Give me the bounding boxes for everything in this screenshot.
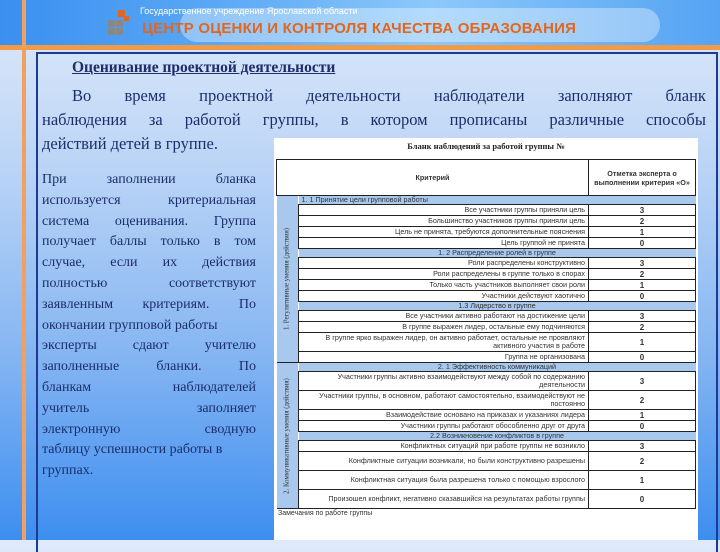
score-cell: 1: [589, 471, 696, 490]
word: электронную: [42, 421, 121, 437]
word: соответствуют: [168, 275, 256, 291]
word: том: [234, 234, 256, 250]
word: в: [213, 234, 221, 250]
criterion-cell: Только часть участников выполняет свои роли: [299, 280, 589, 291]
section-title: 1. 1 Принятие цели групповой работы: [299, 196, 696, 205]
word: заполняют: [557, 86, 633, 105]
text-line: [42, 357, 256, 378]
criterion-cell: Участники действуют хаотично: [299, 291, 589, 302]
word: их: [162, 255, 178, 271]
criterion-cell: Участники группы, в основном, работают самостоятельно, взаимодействуют не постоянно: [299, 391, 589, 410]
text-line: [42, 399, 256, 420]
criterion-cell: Роли распределены конструктивно: [299, 258, 589, 269]
table-row: [277, 291, 696, 302]
notes-label: Замечания по работе группы: [278, 510, 373, 517]
word: полностью: [42, 275, 108, 291]
word: группы,: [262, 110, 319, 129]
word: получает: [42, 234, 96, 250]
observation-form-image: [274, 138, 698, 540]
table-row: [277, 352, 696, 363]
word: заполнении: [106, 172, 176, 187]
word: бланки.: [156, 359, 202, 375]
section-row: [277, 249, 696, 258]
word: группах.: [42, 463, 94, 479]
table-row: [277, 280, 696, 291]
score-cell: 2: [589, 452, 696, 471]
criterion-cell: Конфликтная ситуация была разрешена только с помощью взрослого: [299, 471, 589, 490]
text-line: [42, 170, 256, 191]
word: наблюдателей: [172, 379, 256, 395]
section-title: 1.3 Лидерство в группе: [299, 302, 696, 311]
text-line: [42, 336, 256, 357]
table-row: [277, 452, 696, 471]
criterion-cell: В группе ярко выражен лидер, он активно работает, остальные не проявляют активного участия в работе: [299, 333, 589, 352]
word: таблицу успешности работы в: [42, 442, 223, 458]
table-row: [277, 258, 696, 269]
criterion-cell: Все участники активно работают на достижение цели: [299, 311, 589, 322]
text-line: [42, 440, 256, 461]
score-cell: 1: [589, 280, 696, 291]
word: По: [238, 296, 256, 312]
word: баллы: [109, 234, 147, 250]
section-row: [277, 363, 696, 372]
form-title: Бланк наблюдений за работой группы №: [407, 141, 565, 151]
orange-divider: [0, 45, 720, 50]
word: различные: [549, 110, 625, 129]
text-line: [42, 461, 256, 482]
text-line: [42, 232, 256, 253]
criterion-cell: Роли распределены в группе только в спорах: [299, 269, 589, 280]
score-cell: 3: [589, 441, 696, 452]
criterion-cell: Конфликтные ситуации возникали, но были конструктивно разрешены: [299, 452, 589, 471]
section-row: [277, 196, 696, 205]
word: проектной: [199, 86, 273, 105]
group-label: 2. Коммуникативные умения (действия): [283, 377, 291, 494]
word: сдают: [132, 338, 169, 354]
section-title: 2. 1 Эффективность коммуникаций: [299, 363, 696, 372]
word: эксперты: [42, 338, 97, 354]
score-cell: 0: [589, 238, 696, 249]
word: сводную: [204, 421, 256, 437]
word: время: [124, 86, 166, 105]
table-row: [277, 391, 696, 410]
word: котором: [370, 110, 428, 129]
text-line: [42, 316, 256, 337]
banner-title: ЦЕНТР ОЦЕНКИ И КОНТРОЛЯ КАЧЕСТВА ОБРАЗОВАНИЯ: [142, 20, 577, 37]
word: действия: [202, 255, 256, 271]
word: заполняет: [196, 400, 256, 416]
section-row: [277, 432, 696, 441]
criterion-cell: Участники группы работают обособленно друг от друга: [299, 421, 589, 432]
text-line: [42, 378, 256, 399]
criterion-cell: Цель не принята, требуются дополнительные пояснения: [299, 227, 589, 238]
word: деятельности: [306, 86, 401, 105]
score-cell: 3: [589, 205, 696, 216]
word: заявленным: [42, 296, 114, 312]
slide-heading: Оценивание проектной деятельности: [72, 59, 336, 76]
word: случае,: [42, 255, 86, 271]
word: способы: [646, 110, 706, 129]
score-cell: 2: [589, 391, 696, 410]
word: действий детей в группе.: [42, 134, 218, 153]
group-label-cell: [277, 196, 299, 363]
table-header-row: [277, 160, 696, 196]
word: прописаны: [449, 110, 528, 129]
score-cell: 3: [589, 258, 696, 269]
logo-icon: [98, 8, 130, 38]
criterion-cell: Большинство участников группы приняли цель: [299, 216, 589, 227]
word: критериальная: [168, 192, 256, 208]
score-cell: 0: [589, 291, 696, 302]
table-row: [277, 490, 696, 509]
score-cell: 1: [589, 227, 696, 238]
table-row: [277, 269, 696, 280]
table-row: [277, 205, 696, 216]
table-row: [277, 333, 696, 352]
word: По: [238, 359, 256, 375]
header-banner: [0, 0, 720, 45]
section-row: [277, 302, 696, 311]
word: если: [110, 255, 138, 271]
score-cell: 1: [589, 333, 696, 352]
word: бланк: [665, 86, 706, 105]
section-title: 2.2 Возникновение конфликтов в группе: [299, 432, 696, 441]
word: бланка: [215, 172, 256, 187]
word: работой: [184, 110, 241, 129]
observation-table: [276, 159, 696, 509]
table-row: [277, 227, 696, 238]
word: учителю: [204, 338, 256, 354]
word: наблюдения: [42, 110, 127, 129]
word: Во: [72, 86, 92, 105]
word: только: [160, 234, 200, 250]
word: используется: [42, 192, 121, 208]
criterion-cell: Произошел конфликт, негативно сказавшийся на результатах работы группы: [299, 490, 589, 509]
score-cell: 0: [589, 421, 696, 432]
word: за: [148, 110, 163, 129]
mark-header: Отметка эксперта о выполнении критерия «О»: [589, 160, 696, 196]
criterion-cell: Все участники группы приняли цель: [299, 205, 589, 216]
table-row: [277, 441, 696, 452]
word: При: [42, 172, 67, 187]
text-line: [42, 295, 256, 316]
table-row: [277, 238, 696, 249]
word: система: [42, 213, 90, 229]
score-cell: 2: [589, 269, 696, 280]
criterion-cell: Конфликтных ситуаций при работе группы не возникло: [299, 441, 589, 452]
table-row: [277, 372, 696, 391]
group-label-cell: [277, 363, 299, 509]
banner-subtitle: Государственное учреждение Ярославской области: [140, 6, 358, 16]
criterion-cell: Группа не организована: [299, 352, 589, 363]
score-cell: 3: [589, 372, 696, 391]
text-line: [42, 420, 256, 441]
score-cell: 0: [589, 490, 696, 509]
score-cell: 0: [589, 352, 696, 363]
score-cell: 3: [589, 311, 696, 322]
word: Группа: [213, 213, 256, 229]
section-title: 1. 2 Распределение ролей в группе: [299, 249, 696, 258]
criterion-cell: Участники группы активно взаимодействуют между собой по содержанию деятельности: [299, 372, 589, 391]
word: наблюдатели: [433, 86, 525, 105]
score-cell: 2: [589, 322, 696, 333]
intro-line: [42, 110, 706, 130]
left-paragraph: [42, 170, 256, 482]
word: заполненные: [42, 359, 120, 375]
table-row: [277, 311, 696, 322]
word: бланкам: [42, 379, 92, 395]
text-line: [42, 274, 256, 295]
text-line: [42, 191, 256, 212]
word: учитель: [42, 400, 90, 416]
table-row: [277, 421, 696, 432]
table-row: [277, 216, 696, 227]
score-cell: 2: [589, 216, 696, 227]
table-row: [277, 322, 696, 333]
criterion-cell: Цель группой не принята: [299, 238, 589, 249]
table-row: [277, 471, 696, 490]
word: окончании групповой работы: [42, 317, 218, 333]
criterion-header: Критерий: [277, 160, 589, 196]
text-line: [42, 212, 256, 233]
word: в: [340, 110, 349, 129]
orange-vertical-line: [22, 0, 26, 540]
word: оценивания.: [114, 213, 189, 229]
text-line: [42, 253, 256, 274]
intro-line: [42, 86, 706, 106]
criterion-cell: Взаимодействие основано на приказах и указаниях лидера: [299, 410, 589, 421]
criterion-cell: В группе выражен лидер, остальные ему подчиняются: [299, 322, 589, 333]
word: критериям.: [142, 296, 210, 312]
group-label: 1. Регулятивные умения (действия): [283, 228, 291, 330]
table-row: [277, 410, 696, 421]
score-cell: 1: [589, 410, 696, 421]
